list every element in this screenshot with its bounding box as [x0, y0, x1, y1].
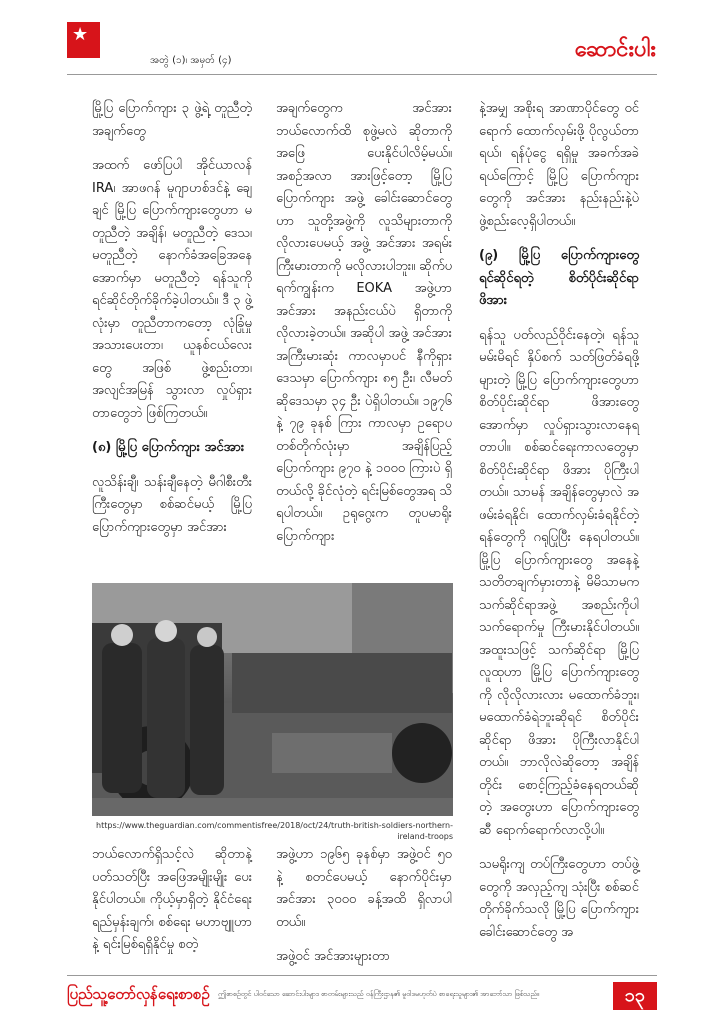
page-number: ၁၃ [613, 982, 657, 1010]
col3-subheading: (၉) မြို့ပြ ပြောက်ကျားတွေ ရင်ဆိုင်ရတဲ့ စိတ်ပိုင်းဆိုင်ရာ ဖိအား [479, 248, 639, 308]
column-1 [92, 98, 252, 551]
col2b-paragraph-2: အဖွဲ့ဝင် အင်အားများတာ [276, 949, 390, 964]
issue-number: အတွဲ (၁)၊ အမှတ် (၄) [150, 55, 232, 66]
column-2-bottom [276, 844, 452, 981]
article-photo [92, 583, 453, 816]
column-2 [276, 98, 452, 560]
footer-divider [67, 975, 657, 976]
section-title: ဆောင်းပါး [574, 37, 656, 62]
col3-paragraph-2: ရန်သူ ပတ်လည်ဝိုင်းနေတဲ့၊ ရန်သူမမ်းမိရင် နှိပ်စက် သတ်ဖြတ်ခံရဖို့များတဲ့ မြို့ပြ ပြောက်ကျားတွေဟာ စိတ်ပိုင်းဆိုင်ရာ ဖိအားတွေ အောက်မှာ လှုပ်ရှားသွားလာနေရတာပါ။ စစ်ဆင်ရေးကာလတွေမှာ စိတ်ပိုင်းဆိုင်ရာ ဖိအား ပိုကြီးပါတယ်။ သာမန် အချိန်တွေမှာလဲ အဖမ်းခံရနိုင်၊ ထောက်လှမ်းခံရနိုင်တဲ့ ရန်တွေကို ဂရုပြုပြီး နေရပါတယ်။ မြို့ပြ ပြောက်ကျားတွေ အနေနဲ့ သတိတချက်မှားတာနဲ့ မိမိသာမက သက်ဆိုင်ရာအဖွဲ့ အစည်းကိုပါ သက်ရောက်မှု ကြီးမားနိုင်ပါတယ်။ အထူးသဖြင့် သက်ဆိုင်ရာ မြို့ပြလူထုဟာ မြို့ပြ ပြောက်ကျားတွေကို လိုလိုလားလား မထောက်ခံဘူး၊ မထောက်ခံရဲဘူးဆိုရင် စိတ်ပိုင်းဆိုင်ရာ ဖိအား ပိုကြီးလာနိုင်ပါတယ်။ ဘာလိုလဲဆိုတော့ အချိန်တိုင်း စောင့်ကြည့်ခံနေရတယ်ဆိုတဲ့ အတွေးဟာ ပြောက်ကျားတွေဆီ ရောက်ရောက်လာလို့ပါ။ [479, 327, 639, 838]
col1-paragraph-3: လူသိန်းချီ၊ သန်းချီနေတဲ့ မီဂါစီးတီး ကြီးတွေမှာ စစ်ဆင်မယ့် မြို့ပြပြောက်ကျားတွေမှာ အင်အား [92, 474, 252, 535]
col2b-paragraph-1: အဖွဲ့ဟာ ၁၉၆၅ ခုနစ်မှာ အဖွဲ့ဝင် ၅၀ နဲ့ စတင်ပေမယ့် နောက်ပိုင်းမှာ အင်အား ၃၀၀၀ ခန့်အထိ ရှိလာပါတယ်။ [276, 847, 452, 930]
col1-paragraph-1: မြို့ပြ ပြောက်ကျား ၃ ဖွဲ့ရဲ့ တူညီတဲ့ အချက်တွေ [92, 101, 252, 139]
header-divider [67, 74, 657, 75]
photo-credit: https://www.theguardian.com/commentisfree/2018/oct/24/truth-british-soldiers-northern-ireland-troops [96, 821, 453, 841]
col3-paragraph-1: နဲ့အမျှ အစိုးရ အာဏာပိုင်တွေ ဝင်ရောက် ထောက်လှမ်းဖို့ ပိုလွယ်တာ ရယ်၊ ရန်ပုံငွေ ရရှိမှု အခက်အခဲရယ်ကြောင့် မြို့ပြ ပြောက်ကျားတွေကို အင်အား နည်းနည်းနဲ့ပဲ ဖွဲ့စည်းလေ့ရှိပါတယ်။ [479, 101, 639, 229]
disclaimer-note: ဤစာစဉ်တွင် ပါဝင်သော ဆောင်းပါးများ၊ စာတမ်းများသည် ဝန်ကြီးဌာန၏ မူဝါဒမဟုတ်ပဲ စာရေးသူများ၏ အာဘော်သာ ဖြစ်သည်။ [218, 990, 540, 998]
flag-logo [67, 22, 100, 58]
soldiers-street-photo [92, 583, 453, 816]
publication-name: ပြည်သူ့တော်လှန်ရေးစာစဉ် [67, 985, 210, 1003]
col3-paragraph-3: သမရိုးကျ တပ်ကြီးတွေဟာ တပ်ဖွဲ့တွေကို အလှည့်ကျ သုံးပြီး စစ်ဆင်တိုက်ခိုက်သလို မြို့ပြ ပြောက်ကျား ခေါင်းဆောင်တွေ အ [479, 857, 639, 940]
column-1-bottom [92, 844, 252, 969]
column-3 [479, 98, 639, 956]
col2-paragraph-1: အချက်တွေက အင်အား ဘယ်လောက်ထိ စုဖွဲ့မလဲ ဆိုတာကို အဖြေ ပေးနိုင်ပါလိမ့်မယ်။ အစဉ်အလာ အားဖြင့်တော့ မြို့ပြ ပြောက်ကျား အဖွဲ့ ခေါင်းဆောင်တွေဟာ သူတို့အဖွဲ့ကို လူသိများတာကို လိုလားပေမယ့် အဖွဲ့ အင်အား အရမ်းကြီးမားတာကို မလိုလားပါဘူး။ ဆိုက်ပရက်ကျွန်းက EOKA အဖွဲ့ဟာ အင်အား အနည်းငယ်ပဲ ရှိတာကို လိုလားခဲ့တယ်။ အဆိုပါ အဖွဲ့ အင်အား အကြီးမားဆုံး ကာလမှာပင် နီကိုရှားဒေသမှာ ပြောက်ကျား ၈၅ ဦး၊ လီမတ်ဆိုဒေသမှာ ၃၄ ဦး ပဲရှိပါတယ်။ ၁၉၇၆ နဲ့ ၇၉ ခုနစ် ကြား ကာလမှာ ဥရောပ တစ်တိုက်လုံးမှာ အချိန်ပြည့် ပြောက်ကျား ၉၇၀ နဲ့ ၁၀၀၀ ကြားပဲ ရှိတယ်လို့ ခိုင်လုံတဲ့ ရင်းမြစ်တွေအရ သိရပါတယ်။ ဥရုဂွေးက တူပမာရိုး ပြောက်ကျား [276, 101, 452, 544]
col1b-paragraph-1: ဘယ်လောက်ရှိသင့်လဲ ဆိုတာနဲ့ ပတ်သတ်ပြီး အဖြေအမျိုးမျိုး ပေးနိုင်ပါတယ်။ ကိုယ့်မှာရှိတဲ့ နိုင်ငံရေး ရည်မှန်းချက်၊ စစ်ရေး မဟာဗျူဟာနဲ့ ရင်းမြစ်ရရှိနိုင်မှု စတဲ့ [92, 847, 252, 952]
col1-paragraph-2: အထက် ဖော်ပြပါ အိုင်ယာလန် IRA၊ အာဖဂန် မူဂျာဟစ်ဒင်နဲ့ ချေချင် မြို့ပြ ပြောက်ကျားတွေဟာ မတူညီတဲ့ အချိန်၊ မတူညီတဲ့ ဒေသ၊ မတူညီတဲ့ နောက်ခံအခြေအနေ အောက်မှာ မတူညီတဲ့ ရန်သူကို ရင်ဆိုင်တိုက်ခိုက်ခဲ့ပါတယ်။ ဒီ ၃ ဖွဲ့လုံးမှာ တူညီတာကတော့ လုံခြုံမှု အသားပေးတာ၊ ယူနစ်ငယ်လေးတွေ အဖြစ် ဖွဲ့စည်းတာ၊ အလျင်အမြန် သွားလာ လှုပ်ရှားတာတွေဘဲ ဖြစ်ကြတယ်။ [92, 158, 252, 421]
star-icon: ★ [72, 24, 89, 45]
col1-subheading: (၈) မြို့ပြ ပြောက်ကျား အင်အား [92, 440, 245, 455]
